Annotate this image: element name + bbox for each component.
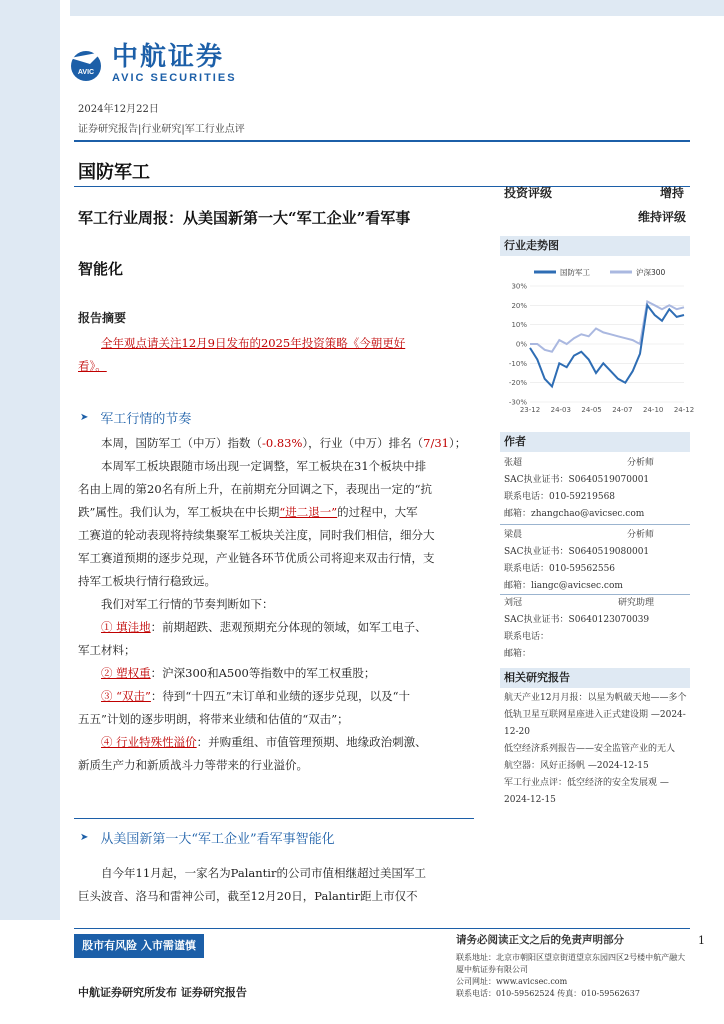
author-divider: [500, 524, 690, 525]
disclaimer-heading[interactable]: 请务必阅读正文之后的免责声明部分: [456, 934, 624, 946]
section1-body: [78, 432, 488, 777]
author-2: [504, 527, 690, 595]
y-tick-label: 20%: [511, 301, 527, 310]
legend-label-defense: 国防军工: [560, 268, 590, 277]
trend-chart: [500, 262, 695, 422]
p2-tail3: 军工赛道预期的逐步兑现，产业链各环节优质公司将迎来双击行情，支: [78, 551, 435, 565]
author-3-phone: 联系电话：: [504, 632, 550, 642]
legend-label-hs300: 沪深300: [636, 268, 666, 277]
y-tick-label: 0%: [515, 340, 527, 349]
related-report-3-date: 2024-12-15: [504, 795, 556, 805]
rating-note: 维持评级: [638, 210, 687, 224]
p1-prefix: 本周，国防军工（中万）指数（: [101, 436, 262, 450]
p2-tail1: 的过程中，大军: [337, 505, 418, 519]
item4-text: ：并购重组、市值管理预期、地缘政治刺激、: [196, 735, 427, 749]
intro-line2[interactable]: 看》。: [78, 359, 107, 373]
sector-name: 国防军工: [78, 162, 150, 183]
author-1-title: 分析师: [626, 458, 654, 468]
p2-tail2: 工赛道的轮动表现将持续集聚军工板块关注度，同时我们相信，细分大: [78, 528, 435, 542]
abstract-heading: 报告摘要: [78, 311, 127, 325]
x-tick-label: 24-12: [673, 406, 695, 414]
author-3: [504, 595, 690, 663]
y-tick-label: 10%: [511, 321, 527, 330]
author-2-email[interactable]: 邮箱：liangc@avicsec.com: [504, 581, 623, 591]
trend-chart-heading: 行业走势图: [500, 236, 690, 256]
x-tick-label: 24-05: [581, 406, 602, 414]
top-decoration-strip: [70, 0, 724, 16]
x-tick-label: 23-12: [519, 406, 541, 414]
p2-tail4: 持军工板块行情行稳致远。: [78, 574, 216, 588]
related-reports-list: [504, 690, 690, 809]
series-line-国防军工: [530, 305, 684, 386]
logo-chinese-name: 中航证券: [112, 42, 225, 72]
trend-chart-svg: [500, 262, 695, 422]
y-tick-label: -30%: [508, 398, 527, 407]
author-3-email: 邮箱：: [504, 649, 532, 659]
related-report-2-cont[interactable]: 航空器：风好正扬帆 —2024-12-15: [504, 761, 649, 771]
author-1-sac: SAC执业证书：S0640519070001: [504, 475, 650, 485]
y-tick-label: 30%: [511, 282, 527, 291]
author-2-name: 梁晨: [504, 530, 523, 540]
p1-mid: ），行业（中万）排名（: [302, 436, 424, 450]
rating-label: 投资评级: [504, 186, 553, 200]
item4-line2: 新质生产力和新质战斗力等带来的行业溢价。: [78, 758, 308, 772]
sector-rank: 7/31: [423, 436, 449, 450]
author-1-email[interactable]: 邮箱：zhangchao@avicsec.com: [504, 509, 645, 519]
arrow-icon: ➤: [80, 832, 89, 843]
related-report-1[interactable]: 航天产业12月月报：以星为帆破天地——多个: [504, 693, 687, 703]
y-tick-label: -10%: [508, 359, 527, 368]
footer-publisher: 中航证券研究所发布 证券研究报告: [78, 986, 247, 999]
section2-body: [78, 862, 488, 908]
author-1-name: 张超: [504, 458, 523, 468]
sector-divider: [74, 186, 690, 187]
item2-label: ② 塑权重: [101, 666, 151, 680]
page-number: 1: [698, 934, 705, 947]
p4-line1: 自今年11月起，一家名为Palantir的公司市值相继超过美国军工: [101, 866, 426, 880]
p2-highlight: “进二退一”: [279, 505, 338, 519]
item3-line2: 五五”计划的逐步明朗，将带来业绩和估值的“双击”；: [78, 712, 349, 726]
intro-line1[interactable]: 全年观点请关注12月9日发布的2025年投资策略《今朝更好: [101, 336, 406, 350]
p2-line3: 跌”属性。我们认为，军工板块在中长期: [78, 505, 280, 519]
footer-phone: 联系电话：010-59562524 传真：010-59562637: [456, 989, 640, 998]
author-3-sac: SAC执业证书：S0640123070039: [504, 615, 650, 625]
item3-label: ③ “双击”: [101, 689, 151, 703]
logo-english-name: AVIC SECURITIES: [112, 72, 237, 84]
section2-title: 从美国新第一大“军工企业”看军事智能化: [100, 832, 335, 847]
intro-paragraph: [78, 332, 488, 378]
section2-divider: [74, 818, 474, 819]
footer-contact: [456, 952, 706, 1000]
related-reports-heading: 相关研究报告: [500, 668, 690, 688]
report-title-line2: 智能化: [78, 260, 124, 278]
author-2-phone: 联系电话：010-59562556: [504, 564, 616, 574]
author-2-title: 分析师: [626, 530, 654, 540]
header-divider: [74, 140, 690, 142]
section2-heading: [80, 828, 335, 847]
author-2-sac: SAC执业证书：S0640519080001: [504, 547, 650, 557]
arrow-icon: ➤: [80, 412, 89, 423]
author-3-name: 刘冠: [504, 598, 523, 608]
author-3-title: 研究助理: [617, 598, 654, 608]
footer-divider: [74, 928, 690, 929]
report-date: 2024年12月22日: [78, 104, 159, 115]
related-report-1-cont[interactable]: 低轨卫星互联网星座进入正式建设期 —2024-: [504, 710, 686, 720]
rating-value: 增持: [660, 186, 685, 200]
p2-line2: 名由上周的第20名有所上升，在前期充分回调之下，表现出一定的“抗: [78, 482, 433, 496]
item2-text: ：沪深300和A500等指数中的军工权重股；: [150, 666, 376, 680]
item1-text: ：前期超跌、悲观预期充分体现的领域，如军工电子、: [150, 620, 427, 634]
report-category: 证券研究报告|行业研究|军工行业点评: [78, 124, 245, 135]
p4-line2: 巨头波音、洛马和雷神公司，截至12月20日，Palantir距上市仅不: [78, 889, 418, 903]
item1-label: ① 填洼地: [101, 620, 151, 634]
author-1-phone: 联系电话：010-59219568: [504, 492, 616, 502]
related-report-2[interactable]: 低空经济系列报告——安全监管产业的无人: [504, 744, 676, 754]
x-tick-label: 24-10: [643, 406, 664, 414]
x-tick-label: 24-03: [550, 406, 571, 414]
item4-label: ④ 行业特殊性溢价: [101, 735, 197, 749]
footer-website[interactable]: 公司网址：www.avicsec.com: [456, 977, 568, 986]
item1-line2: 军工材料；: [78, 643, 136, 657]
company-logo: [66, 44, 237, 84]
y-tick-label: -20%: [508, 379, 527, 388]
authors-heading: 作者: [500, 432, 690, 452]
report-title-line1: 军工行业周报：从美国新第一大“军工企业”看军事: [78, 209, 411, 227]
p2-line1: 本周军工板块跟随市场出现一定调整，军工板块在31个板块中排: [101, 459, 427, 473]
p1-suffix: ）；: [449, 436, 467, 450]
logo-mark-text: AVIC: [77, 69, 95, 76]
p3: 我们对军工行情的节奏判断如下：: [101, 597, 274, 611]
section1-title: 军工行情的节奏: [100, 412, 192, 427]
section1-heading: [80, 408, 191, 427]
footer-address-2: 厦中航证券有限公司: [456, 965, 528, 974]
left-decoration-strip: [0, 0, 60, 920]
item3-text: ：待到“十四五”末订单和业绩的逐步兑现，以及“十: [150, 689, 411, 703]
avic-logo-icon: [66, 44, 106, 84]
index-change: -0.83%: [262, 436, 303, 450]
related-report-1-date: 12-20: [504, 727, 530, 737]
footer-address-1: 联系地址：北京市朝阳区望京街道望京东园四区2号楼中航产融大: [456, 953, 686, 962]
related-report-3[interactable]: 军工行业点评：低空经济的安全发展观 —: [504, 778, 669, 788]
risk-warning-badge: 股市有风险 入市需谨慎: [74, 934, 204, 958]
x-tick-label: 24-07: [612, 406, 633, 414]
author-1: [504, 455, 690, 523]
